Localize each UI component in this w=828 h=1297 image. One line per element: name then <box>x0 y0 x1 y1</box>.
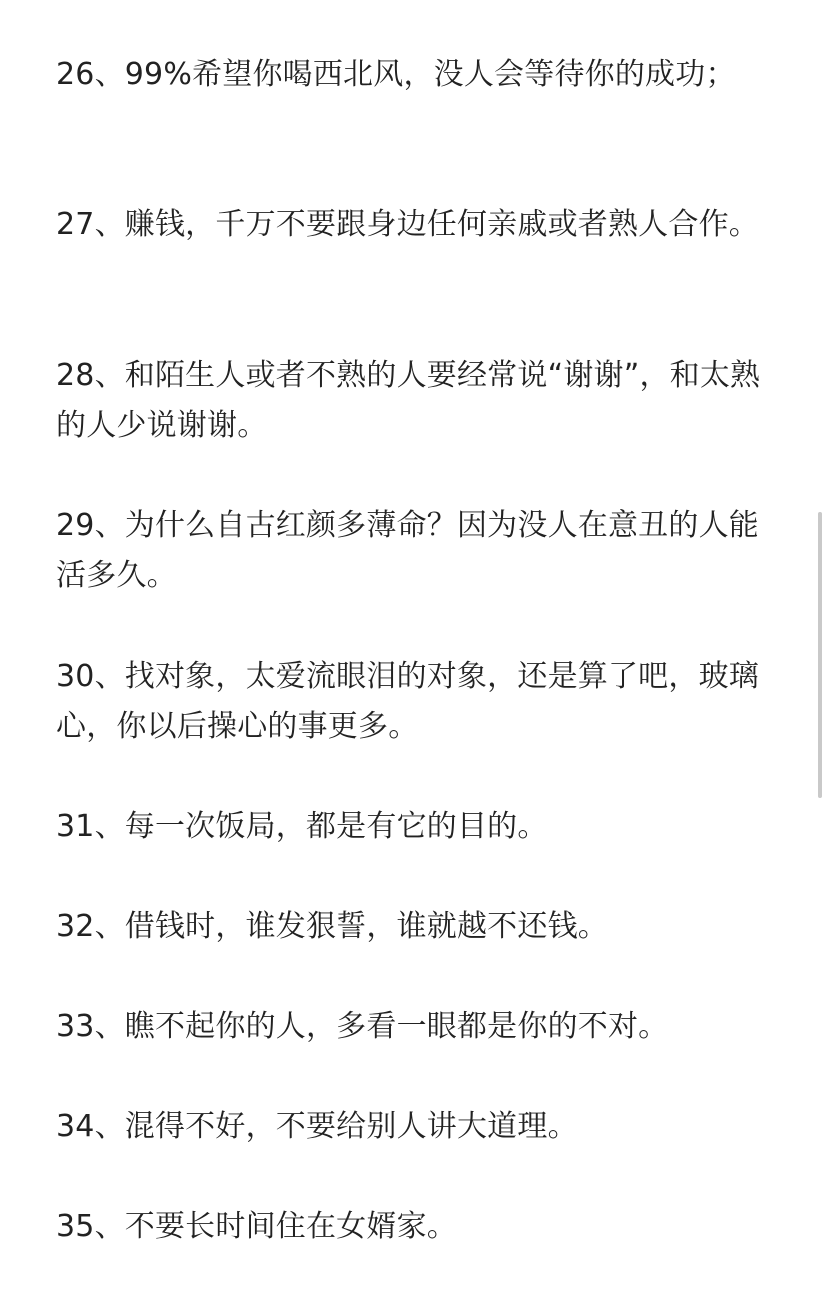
paragraph-28: 28、和陌生人或者不熟的人要经常说“谢谢”，和太熟的人少说谢谢。 <box>56 358 761 443</box>
paragraph-26: 26、99%希望你喝西北风，没人会等待你的成功； <box>56 57 736 92</box>
paragraph-31: 31、每一次饭局，都是有它的目的。 <box>56 809 548 844</box>
paragraph-27: 27、赚钱，千万不要跟身边任何亲戚或者熟人合作。 <box>56 207 759 242</box>
paragraph-34: 34、混得不好，不要给别人讲大道理。 <box>56 1109 578 1144</box>
paragraph-33: 33、瞧不起你的人，多看一眼都是你的不对。 <box>56 1009 669 1044</box>
paragraph-30: 30、找对象，太爱流眼泪的对象，还是算了吧，玻璃心，你以后操心的事更多。 <box>56 659 759 744</box>
scrollbar-thumb[interactable] <box>818 512 822 798</box>
paragraph-29: 29、为什么自古红颜多薄命？因为没人在意丑的人能活多久。 <box>56 508 759 593</box>
paragraph-35: 35、不要长时间住在女婿家。 <box>56 1209 457 1244</box>
scrollbar[interactable] <box>818 512 822 798</box>
paragraph-32: 32、借钱时，谁发狠誓，谁就越不还钱。 <box>56 909 608 944</box>
